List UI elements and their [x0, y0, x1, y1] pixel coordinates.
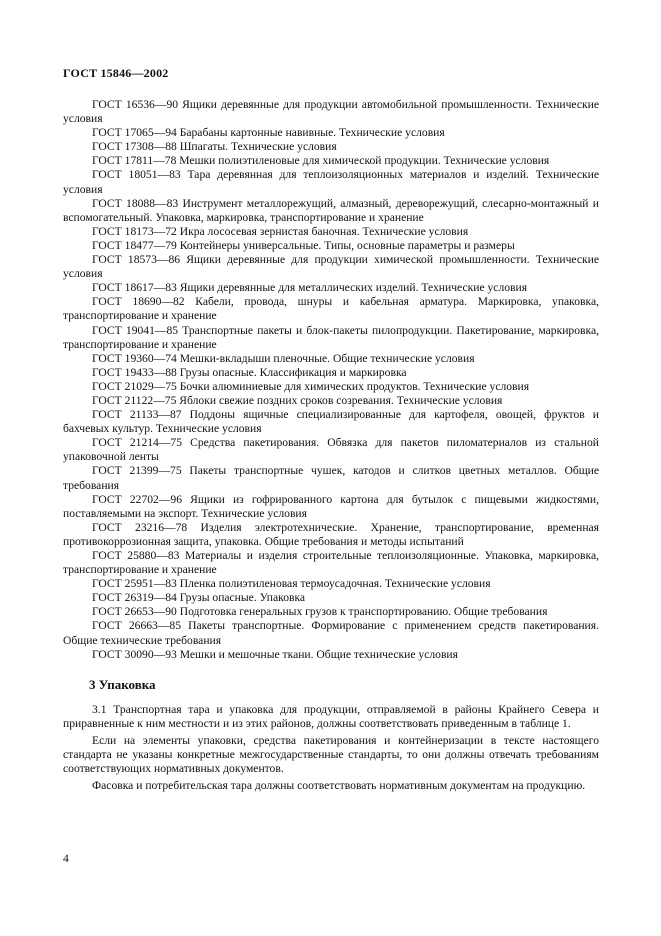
reference-item: ГОСТ 21399—75 Пакеты транспортные чушек, катодов и слитков цветных металлов. Общие требования: [63, 464, 599, 492]
reference-item: ГОСТ 17308—88 Шпагаты. Технические условия: [92, 140, 337, 154]
reference-item: ГОСТ 23216—78 Изделия электротехнические. Хранение, транспортирование, временная противокоррозионная защита, упаковка. Общие требования и методы испытаний: [63, 520, 599, 548]
reference-item: ГОСТ 18573—86 Ящики деревянные для продукции химической промышленности. Технические условия: [63, 253, 599, 281]
section-paragraph: Если на элементы упаковки, средства пакетирования и контейнеризации в тексте настоящего стандарта не указаны конкретные межгосударственные стандарты, то они должны отвечать требованиям соответствующих нормативных документов.: [63, 734, 599, 776]
reference-item: ГОСТ 19433—88 Грузы опасные. Классификация и маркировка: [92, 365, 407, 379]
reference-item: ГОСТ 18690—82 Кабели, провода, шнуры и кабельная арматура. Маркировка, упаковка, транспортирование и хранение: [63, 295, 599, 323]
reference-item: ГОСТ 26653—90 Подготовка генеральных грузов к транспортированию. Общие требования: [92, 605, 548, 619]
reference-item: ГОСТ 18051—83 Тара деревянная для теплоизоляционных материалов и изделий. Технические условия: [63, 168, 599, 196]
reference-item: ГОСТ 17065—94 Барабаны картонные навивные. Технические условия: [92, 126, 445, 140]
reference-item: ГОСТ 30090—93 Мешки и мешочные ткани. Общие технические условия: [92, 647, 458, 661]
reference-item: ГОСТ 26319—84 Грузы опасные. Упаковка: [92, 591, 306, 605]
normative-references-list: [63, 98, 599, 662]
reference-item: ГОСТ 18477—79 Контейнеры универсальные. Типы, основные параметры и размеры: [92, 238, 515, 252]
reference-item: ГОСТ 17811—78 Мешки полиэтиленовые для химической продукции. Технические условия: [92, 154, 550, 168]
reference-item: ГОСТ 22702—96 Ящики из гофрированного картона для бутылок с пищевыми жидкостями, поставляемыми на экспорт. Технические условия: [63, 492, 599, 520]
reference-item: ГОСТ 21029—75 Бочки алюминиевые для химических продуктов. Технические условия: [92, 379, 530, 393]
section-paragraph: Фасовка и потребительская тара должны соответствовать нормативным документам на продукцию.: [92, 779, 586, 793]
reference-item: ГОСТ 19360—74 Мешки-вкладыши пленочные. Общие технические условия: [92, 351, 475, 365]
page-number: 4: [63, 852, 69, 865]
section-paragraph: 3.1 Транспортная тара и упаковка для продукции, отправляемой в районы Крайнего Севера и приравненные к ним местности и из этих районов, должны соответствовать приведенным в таблице 1.: [63, 703, 599, 731]
reference-item: ГОСТ 16536—90 Ящики деревянные для продукции автомобильной промышленности. Технические условия: [63, 98, 599, 126]
reference-item: ГОСТ 21214—75 Средства пакетирования. Обвязка для пакетов пиломатериалов из стальной упаковочной ленты: [63, 436, 599, 464]
reference-item: ГОСТ 18088—83 Инструмент металлорежущий, алмазный, дереворежущий, слесарно-монтажный и вспомогательный. Упаковка, маркировка, транспортирование и хранение: [63, 196, 599, 224]
reference-item: ГОСТ 25880—83 Материалы и изделия строительные теплоизоляционные. Упаковка, маркировка, транспортирование и хранение: [63, 549, 599, 577]
reference-item: ГОСТ 21122—75 Яблоки свежие поздних сроков созревания. Технические условия: [92, 393, 503, 407]
reference-item: ГОСТ 21133—87 Поддоны ящичные специализированные для картофеля, овощей, фруктов и бахчевых культур. Технические условия: [63, 408, 599, 436]
document-header: ГОСТ 15846—2002: [63, 66, 169, 80]
reference-item: ГОСТ 19041—85 Транспортные пакеты и блок-пакеты пилопродукции. Пакетирование, маркировка, транспортирование и хранение: [63, 323, 599, 351]
reference-item: ГОСТ 18173—72 Икра лососевая зернистая баночная. Технические условия: [92, 224, 469, 238]
section-body: [63, 703, 599, 797]
reference-item: ГОСТ 18617—83 Ящики деревянные для металлических изделий. Технические условия: [92, 281, 528, 295]
reference-item: ГОСТ 26663—85 Пакеты транспортные. Формирование с применением средств пакетирования. Общие технические требования: [63, 619, 599, 647]
section-title: 3 Упаковка: [89, 677, 156, 692]
reference-item: ГОСТ 25951—83 Пленка полиэтиленовая термоусадочная. Технические условия: [92, 577, 491, 591]
